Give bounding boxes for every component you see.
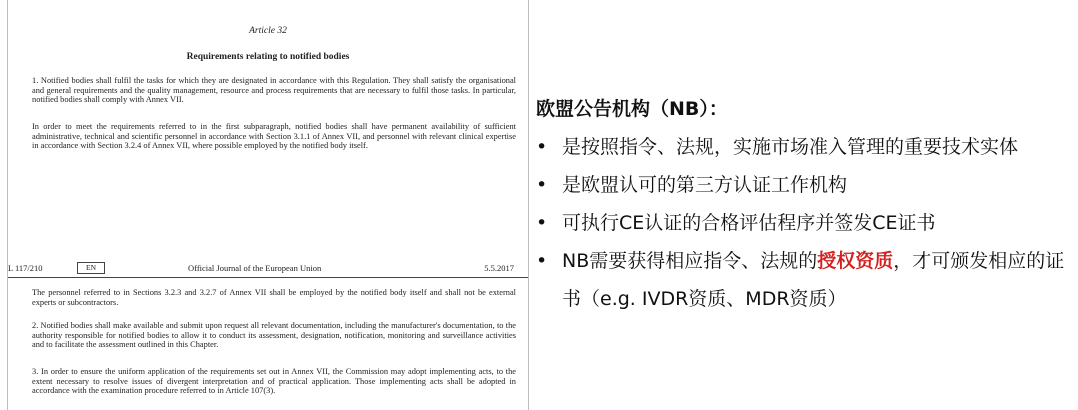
paragraph-1-sub: In order to meet the requirements referred to in the first subparagraph, notified bodies shall have permanent availability of sufficient administrative, technical and scientific personnel in accordance with Section 3.1.1 of Annex VII, and personnel with relevant clinical expertise in accordance with Section 3.2.4 of Annex VII, where possible employed by the notified body itself. <box>32 122 516 151</box>
publication-date: 5.5.2017 <box>484 263 514 273</box>
bullet-text: 是欧盟认可的第三方认证工作机构 <box>562 174 848 196</box>
header-divider <box>8 277 528 278</box>
paragraph-personnel: The personnel referred to in Sections 3.2.3 and 3.2.7 of Annex VII shall be employed by the notified body itself and shall not be external experts or subcontractors. <box>32 288 516 307</box>
regulation-document <box>7 0 529 410</box>
summary-list <box>534 128 1078 318</box>
summary-panel <box>534 0 1078 410</box>
journal-header <box>8 262 528 276</box>
bullet-text-pre: NB需要获得相应指令、法规的 <box>562 250 818 272</box>
list-item <box>534 128 1078 166</box>
list-item <box>534 242 1078 318</box>
paragraph-1: 1. Notified bodies shall fulfil the tasks for which they are designated in accordance with this Regulation. They shall satisfy the organisational and general requirements and the quality management, resource and process requirements that are necessary to fulfil those tasks. In particular, notified bodies shall comply with Annex VII. <box>32 76 516 105</box>
document-page-top <box>8 0 528 213</box>
list-item <box>534 204 1078 242</box>
bullet-text: 是按照指令、法规，实施市场准入管理的重要技术实体 <box>562 136 1019 158</box>
bullet-text-post: ，才可颁发相应的证书（e.g. IVDR资质、MDR资质） <box>562 250 1065 310</box>
article-title: Requirements relating to notified bodies <box>186 52 350 62</box>
list-item <box>534 166 1078 204</box>
language-badge: EN <box>77 262 105 274</box>
journal-name: Official Journal of the European Union <box>188 263 322 273</box>
paragraph-2: 2. Notified bodies shall make available and submit upon request all relevant documentation, including the manufacturer's documentation, to the authority responsible for notified bodies to allow it to conduct its assessment, designation, notification, monitoring and surveillance activities and to facilitate the assessment outlined in this Chapter. <box>32 321 516 350</box>
summary-title: 欧盟公告机构（NB）： <box>536 98 728 120</box>
page-reference: L 117/210 <box>8 263 43 273</box>
highlighted-term: 授权资质 <box>817 250 894 272</box>
article-number: Article 32 <box>249 26 287 36</box>
paragraph-3: 3. In order to ensure the uniform application of the requirements set out in Annex VII, the Commission may adopt implementing acts, to the extent necessary to resolve issues of divergent interpretation and of practical application. Those implementing acts shall be adopted in accordance with the examination procedure referred to in Article 107(3). <box>32 367 516 396</box>
document-page-bottom <box>8 212 528 410</box>
bullet-text: 可执行CE认证的合格评估程序并签发CE证书 <box>562 212 936 234</box>
